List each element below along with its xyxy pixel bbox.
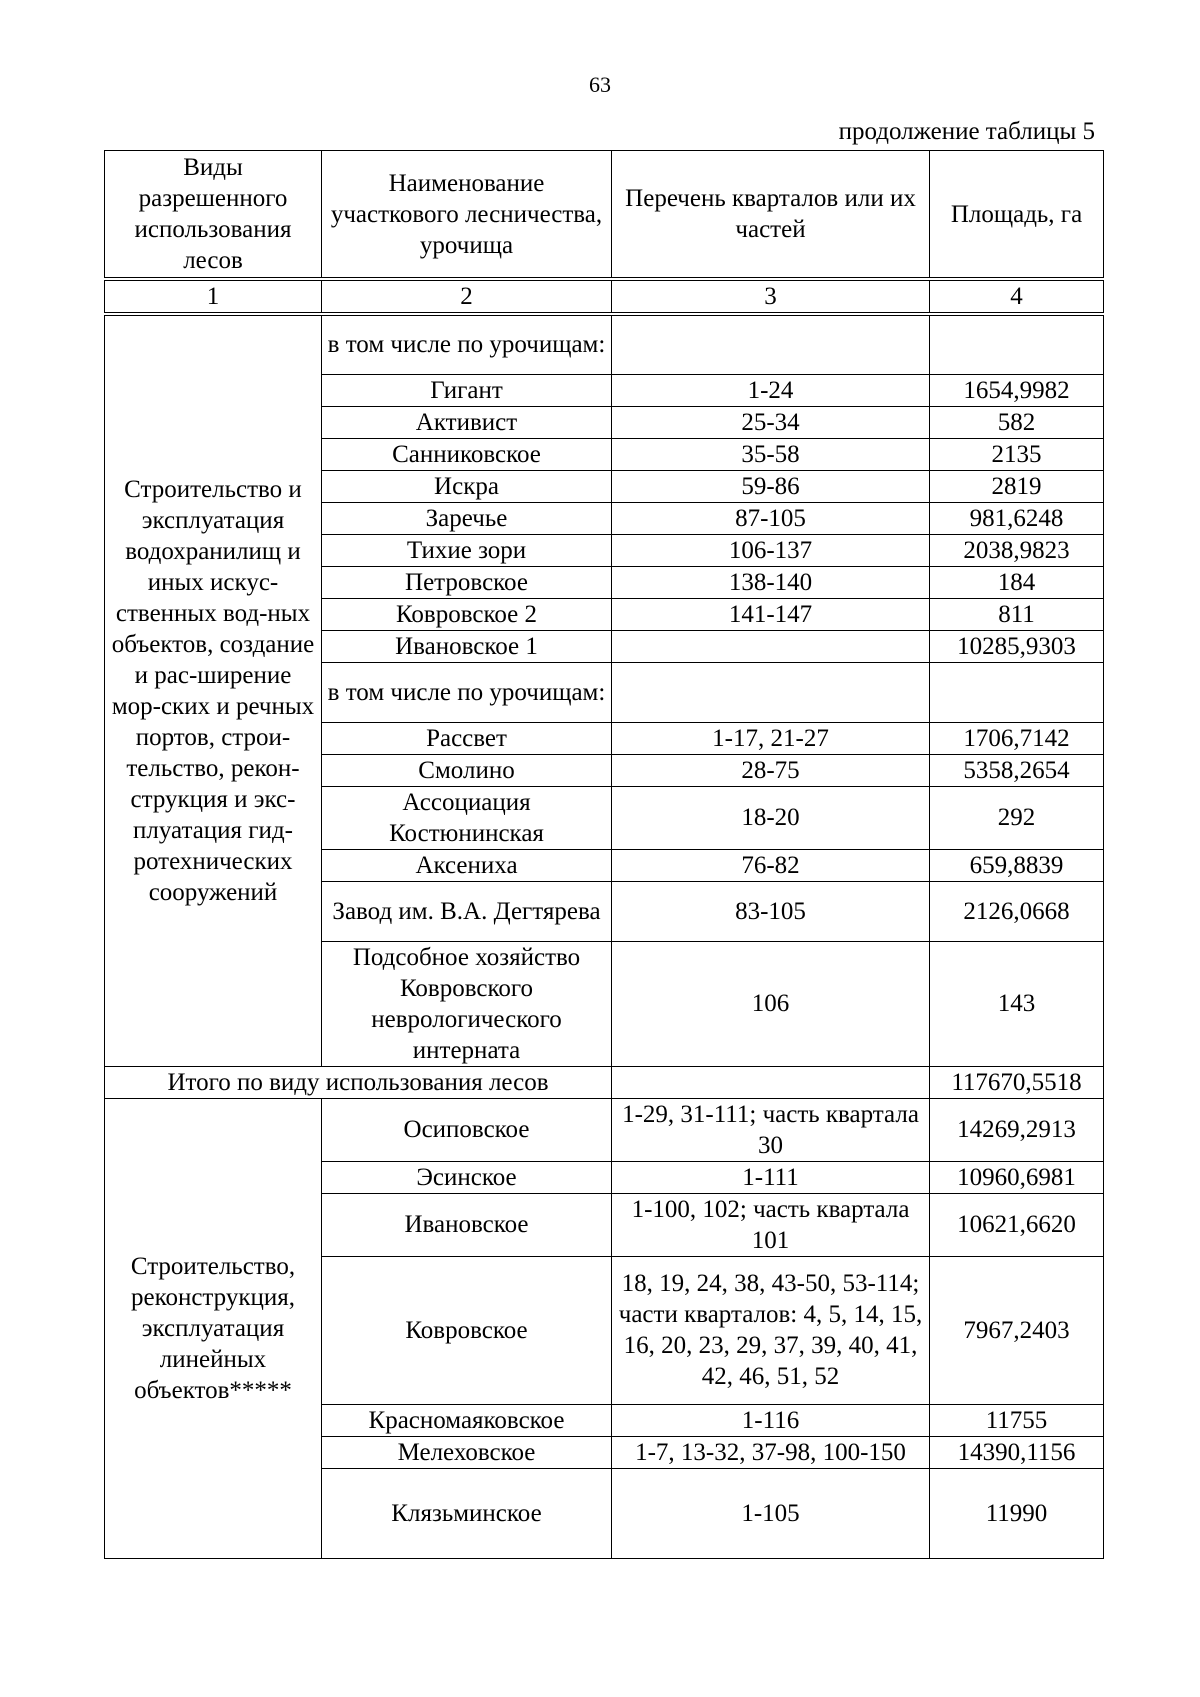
area-cell: 2038,9823 bbox=[930, 534, 1104, 566]
total-quarters bbox=[612, 1066, 930, 1098]
forestry-name-cell: в том числе по урочищам: bbox=[322, 314, 612, 374]
header-forestry-name: Наименование участкового лесничества, урочища bbox=[322, 151, 612, 280]
area-cell: 11990 bbox=[930, 1468, 1104, 1558]
quarters-cell: 1-116 bbox=[612, 1404, 930, 1436]
table-row bbox=[105, 314, 1104, 374]
total-label: Итого по виду использования лесов bbox=[105, 1066, 612, 1098]
area-cell: 1706,7142 bbox=[930, 722, 1104, 754]
forestry-name-cell: Ивановское 1 bbox=[322, 630, 612, 662]
quarters-cell: 1-24 bbox=[612, 374, 930, 406]
quarters-cell: 1-29, 31-111; часть квартала 30 bbox=[612, 1098, 930, 1161]
quarters-cell: 1-100, 102; часть квартала 101 bbox=[612, 1193, 930, 1256]
forestry-name-cell: Аксениха bbox=[322, 849, 612, 881]
forest-use-table bbox=[104, 150, 1104, 1559]
area-cell: 14390,1156 bbox=[930, 1436, 1104, 1468]
area-cell: 981,6248 bbox=[930, 502, 1104, 534]
column-number-row bbox=[105, 279, 1104, 314]
area-cell: 143 bbox=[930, 941, 1104, 1066]
quarters-cell bbox=[612, 662, 930, 722]
area-cell: 14269,2913 bbox=[930, 1098, 1104, 1161]
area-cell: 10285,9303 bbox=[930, 630, 1104, 662]
forestry-name-cell: Активист bbox=[322, 406, 612, 438]
quarters-cell bbox=[612, 314, 930, 374]
quarters-cell: 138-140 bbox=[612, 566, 930, 598]
total-area: 117670,5518 bbox=[930, 1066, 1104, 1098]
column-number: 1 bbox=[105, 279, 322, 314]
forestry-name-cell: Ковровское bbox=[322, 1256, 612, 1404]
forestry-name-cell: Ковровское 2 bbox=[322, 598, 612, 630]
forestry-name-cell: Красномаяковское bbox=[322, 1404, 612, 1436]
quarters-cell: 141-147 bbox=[612, 598, 930, 630]
quarters-cell: 87-105 bbox=[612, 502, 930, 534]
total-row bbox=[105, 1066, 1104, 1098]
area-cell: 292 bbox=[930, 786, 1104, 849]
area-cell: 2819 bbox=[930, 470, 1104, 502]
continuation-label: продолжение таблицы 5 bbox=[838, 118, 1095, 145]
quarters-cell: 76-82 bbox=[612, 849, 930, 881]
area-cell: 7967,2403 bbox=[930, 1256, 1104, 1404]
use-type-cell: Строительство, реконструкция, эксплуатация линейных объектов***** bbox=[105, 1098, 322, 1558]
quarters-cell: 106 bbox=[612, 941, 930, 1066]
header-row bbox=[105, 151, 1104, 280]
column-number: 2 bbox=[322, 279, 612, 314]
forestry-name-cell: Заречье bbox=[322, 502, 612, 534]
quarters-cell: 106-137 bbox=[612, 534, 930, 566]
quarters-cell: 1-17, 21-27 bbox=[612, 722, 930, 754]
quarters-cell: 25-34 bbox=[612, 406, 930, 438]
forestry-name-cell: Петровское bbox=[322, 566, 612, 598]
area-cell: 184 bbox=[930, 566, 1104, 598]
forestry-name-cell: Санниковское bbox=[322, 438, 612, 470]
area-cell: 659,8839 bbox=[930, 849, 1104, 881]
forestry-name-cell: Гигант bbox=[322, 374, 612, 406]
area-cell: 811 bbox=[930, 598, 1104, 630]
forestry-name-cell: в том числе по урочищам: bbox=[322, 662, 612, 722]
quarters-cell: 35-58 bbox=[612, 438, 930, 470]
area-cell: 1654,9982 bbox=[930, 374, 1104, 406]
forestry-name-cell: Осиповское bbox=[322, 1098, 612, 1161]
use-type-cell: Строительство и эксплуатация водохранилищ и иных искус-ственных вод-ных объектов, создание и рас-ширение мор-ских и речных портов, строи-тельство, рекон-струкция и экс-плуатация гид-ротехнических сооружений bbox=[105, 314, 322, 1066]
area-cell: 5358,2654 bbox=[930, 754, 1104, 786]
quarters-cell: 1-105 bbox=[612, 1468, 930, 1558]
header-use-type: Виды разрешенного использования лесов bbox=[105, 151, 322, 280]
area-cell: 582 bbox=[930, 406, 1104, 438]
area-cell: 10960,6981 bbox=[930, 1161, 1104, 1193]
table-row bbox=[105, 1098, 1104, 1161]
area-cell bbox=[930, 314, 1104, 374]
forestry-name-cell: Ассоциация Костюнинская bbox=[322, 786, 612, 849]
forestry-name-cell: Клязьминское bbox=[322, 1468, 612, 1558]
forestry-name-cell: Ивановское bbox=[322, 1193, 612, 1256]
column-number: 4 bbox=[930, 279, 1104, 314]
forestry-name-cell: Искра bbox=[322, 470, 612, 502]
header-area: Площадь, га bbox=[930, 151, 1104, 280]
forestry-name-cell: Эсинское bbox=[322, 1161, 612, 1193]
page-number: 63 bbox=[589, 72, 611, 97]
quarters-cell: 59-86 bbox=[612, 470, 930, 502]
forestry-name-cell: Мелеховское bbox=[322, 1436, 612, 1468]
forestry-name-cell: Тихие зори bbox=[322, 534, 612, 566]
quarters-cell: 28-75 bbox=[612, 754, 930, 786]
forestry-name-cell: Рассвет bbox=[322, 722, 612, 754]
area-cell: 2135 bbox=[930, 438, 1104, 470]
quarters-cell: 1-111 bbox=[612, 1161, 930, 1193]
forestry-name-cell: Подсобное хозяйство Ковровского неврологического интерната bbox=[322, 941, 612, 1066]
area-cell: 10621,6620 bbox=[930, 1193, 1104, 1256]
quarters-cell: 18, 19, 24, 38, 43-50, 53-114; части кварталов: 4, 5, 14, 15, 16, 20, 23, 29, 37, 39, 40, 41, 42, 46, 51, 52 bbox=[612, 1256, 930, 1404]
column-number: 3 bbox=[612, 279, 930, 314]
area-cell bbox=[930, 662, 1104, 722]
area-cell: 2126,0668 bbox=[930, 881, 1104, 941]
quarters-cell: 18-20 bbox=[612, 786, 930, 849]
quarters-cell bbox=[612, 630, 930, 662]
forestry-name-cell: Смолино bbox=[322, 754, 612, 786]
header-quarters: Перечень кварталов или их частей bbox=[612, 151, 930, 280]
quarters-cell: 83-105 bbox=[612, 881, 930, 941]
quarters-cell: 1-7, 13-32, 37-98, 100-150 bbox=[612, 1436, 930, 1468]
forestry-name-cell: Завод им. В.А. Дегтярева bbox=[322, 881, 612, 941]
area-cell: 11755 bbox=[930, 1404, 1104, 1436]
